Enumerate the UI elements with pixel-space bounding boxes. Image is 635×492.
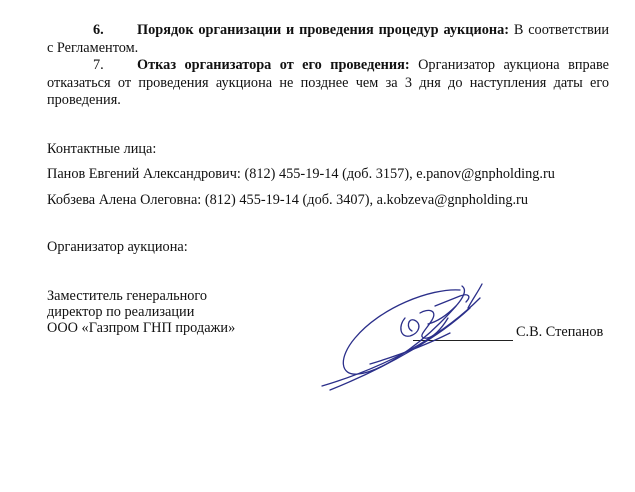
organizer-label: Организатор аукциона: <box>47 239 188 255</box>
signatory-position-line-3: ООО «Газпром ГНП продажи» <box>47 320 236 337</box>
section-7-number: 7. <box>93 57 104 73</box>
section-6 <box>47 22 609 57</box>
signatory-name: С.В. Степанов <box>516 324 604 340</box>
signature-strokes <box>322 284 482 390</box>
section-7-heading: Отказ организатора от его проведения: <box>137 57 410 73</box>
section-7-text: Организатор аукциона вправе отказаться от проведения аукциона не позднее чем за 3 дня до наступления даты его проведения. <box>47 57 609 108</box>
signatory-position-line-1: Заместитель генерального <box>47 288 208 304</box>
handwritten-signature <box>310 278 530 393</box>
contact-person-1: Панов Евгений Александрович: (812) 455-19-14 (доб. 3157), e.panov@gnpholding.ru <box>47 166 555 182</box>
section-6-number: 6. <box>93 22 104 38</box>
section-7-body <box>47 57 609 110</box>
section-6-heading: Порядок организации и проведения процедур аукциона: <box>137 22 510 38</box>
signatory-position <box>47 288 235 337</box>
section-6-body <box>47 22 609 57</box>
contacts-title: Контактные лица: <box>47 141 157 157</box>
section-7 <box>47 57 609 110</box>
contact-person-2: Кобзева Алена Олеговна: (812) 455-19-14 (доб. 3407), a.kobzeva@gnpholding.ru <box>47 192 528 208</box>
signatory-position-line-2: директор по реализации <box>47 304 195 321</box>
section-6-text: В соответствии с Регламентом. <box>47 22 609 56</box>
